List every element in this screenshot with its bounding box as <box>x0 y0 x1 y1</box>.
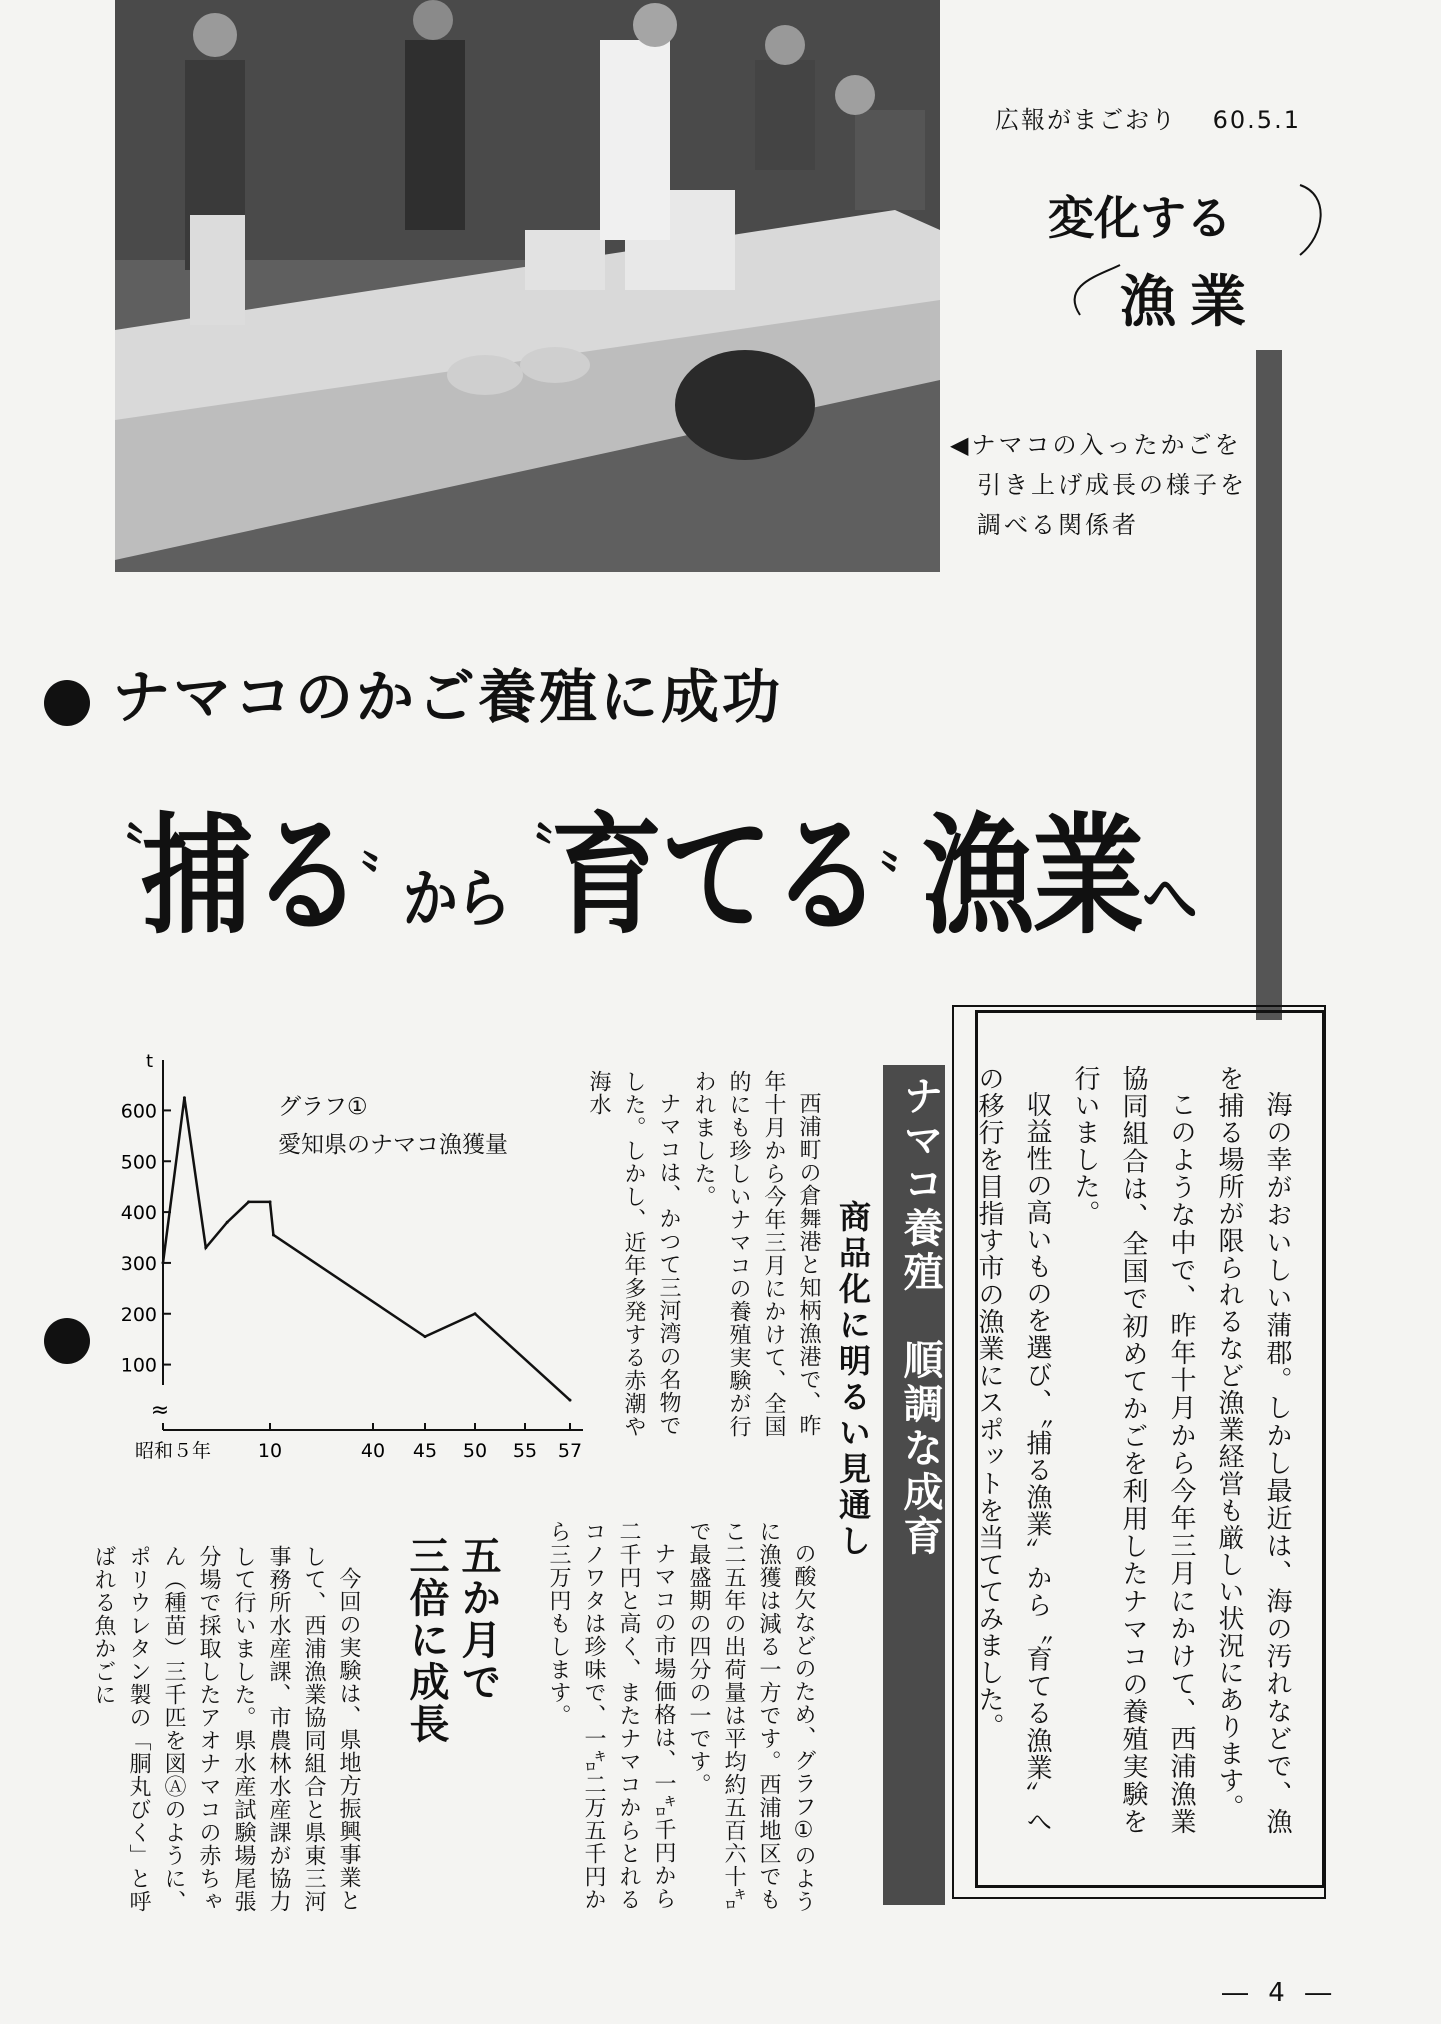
y-tick-label: 500 <box>120 1151 157 1174</box>
y-axis-label: t <box>145 1051 153 1072</box>
data-point <box>183 1096 186 1099</box>
x-tick-label: 45 <box>412 1440 438 1462</box>
axis-break: ≈ <box>150 1398 170 1423</box>
decorative-bar <box>1256 350 1282 1020</box>
section2-heading-line: 三倍に成長 <box>403 1535 450 1745</box>
chart-title: グラフ① <box>278 1094 368 1120</box>
article-column-upper <box>581 1070 826 1440</box>
lead-paragraph: 収益性の高いものを選び、〝捕る漁業〟から〝育てる漁業〟への移行を目指す市の漁業にスポットを当ててみました。 <box>974 1065 1052 1835</box>
data-point <box>424 1335 427 1338</box>
page-number: ― 4 ― <box>1222 1978 1338 2008</box>
lead-paragraph: このような中で、昨年十月から今年三月にかけて、西浦漁業協同組合は、全国で初めてかごを利用したナマコの養殖実験を行いました。 <box>1070 1065 1196 1835</box>
headline-main <box>100 772 1196 959</box>
headline-quote: 〟 <box>880 820 923 878</box>
x-tick-label: 40 <box>360 1440 386 1462</box>
article-paragraph: 西浦町の倉舞港と知柄漁港で、昨年十月から今年三月にかけて、全国的にも珍しいナマコの養殖実験が行われました。 <box>691 1070 821 1438</box>
x-tick-label: 55 <box>512 1440 538 1462</box>
article-paragraph: ナマコの市場価格は、一㌔千円から二千円と高く、またナマコからとれるコノワタは珍味で、一㌔二万五千円から三万円もします。 <box>546 1520 676 1911</box>
headline-quote: 〟 <box>361 820 403 878</box>
headline-word3: 漁業 <box>922 800 1143 952</box>
series-title-line2: 漁業 <box>1120 270 1260 335</box>
article-paragraph: ナマコは、かつて三河湾の名物でした。しかし、近年多発する赤潮や海水 <box>586 1070 681 1438</box>
section-title: ナマコ養殖 順調な成育 <box>897 1075 943 1559</box>
y-tick-label: 200 <box>120 1303 157 1326</box>
y-tick-label: 600 <box>120 1100 157 1123</box>
data-point <box>269 1200 272 1203</box>
headline-sub: ナマコのかご養殖に成功 <box>112 663 784 731</box>
data-point <box>272 1233 275 1236</box>
data-point <box>569 1399 572 1402</box>
publication-date <box>995 100 1301 135</box>
y-tick-label: 100 <box>120 1354 157 1377</box>
headline-word2: 育てる <box>550 800 881 952</box>
article-paragraph: の酸欠などのため、グラフ①のように漁獲は減る一方です。西浦地区でもこ二五年の出荷量は平均約五百六十㌔で最盛期の四分の一です。 <box>686 1520 816 1913</box>
data-point <box>204 1246 207 1249</box>
chart-subtitle: 愛知県のナマコ漁獲量 <box>278 1132 508 1158</box>
headline-tail: へ <box>1142 863 1196 937</box>
section2-heading <box>400 1535 504 1955</box>
issue-date: 60.5.1 <box>1212 106 1301 134</box>
headline-quote: 〝 <box>100 820 142 878</box>
section-subheading: 商品化に明るい見通し <box>834 1200 872 1560</box>
data-point <box>162 1261 165 1264</box>
caption-line: 引き上げ成長の様子を <box>977 471 1247 499</box>
series-title-line1: 変化する <box>1048 191 1232 245</box>
lead-paragraph: 海の幸がおいしい蒲郡。しかし最近は、海の汚れなどで、漁を捕る場所が限られるなど漁業経営も厳しい状況にあります。 <box>1214 1065 1292 1835</box>
y-tick-label: 300 <box>120 1252 157 1275</box>
x-tick-label: 10 <box>257 1440 283 1462</box>
headline-quote: 〝 <box>509 820 551 878</box>
section2-heading-line: 五か月で <box>455 1535 502 1703</box>
article-column-section2 <box>86 1545 366 1925</box>
x-tick-label: 50 <box>462 1440 488 1462</box>
headline-word1: 捕る <box>141 800 362 952</box>
y-tick-label: 400 <box>120 1202 157 1225</box>
lead-text <box>965 1065 1301 1835</box>
data-point <box>474 1312 477 1315</box>
x-tick-label: 昭和５年 <box>135 1440 212 1462</box>
series-swoosh <box>1060 165 1330 340</box>
series-line <box>163 1098 570 1400</box>
data-point <box>226 1221 229 1224</box>
caption-line: ◀ナマコの入ったかごを <box>950 431 1242 459</box>
headline-mid: から <box>402 863 510 937</box>
x-tick-label: 57 <box>557 1440 583 1462</box>
catch-chart <box>120 1051 598 1485</box>
boat-photo <box>115 0 940 572</box>
data-point <box>247 1200 250 1203</box>
publication-name: 広報がまごおり <box>995 106 1177 134</box>
photo-caption <box>950 425 1247 545</box>
article-paragraph: 今回の実験は、県地方振興事業として、西浦漁業協同組合と県東三河事務所水産課、市農林水産課が協力して行いました。県水産試験場尾張分場で採取したアオナマコの赤ちゃん（種苗）三千匹を図Ⓐのように、ポリウレタン製の「胴丸びく」と呼ばれる魚かごに <box>91 1545 361 1913</box>
article-column-lower <box>541 1520 821 1920</box>
punch-hole <box>44 680 90 726</box>
punch-hole <box>44 1318 90 1364</box>
caption-line: 調べる関係者 <box>977 511 1139 539</box>
